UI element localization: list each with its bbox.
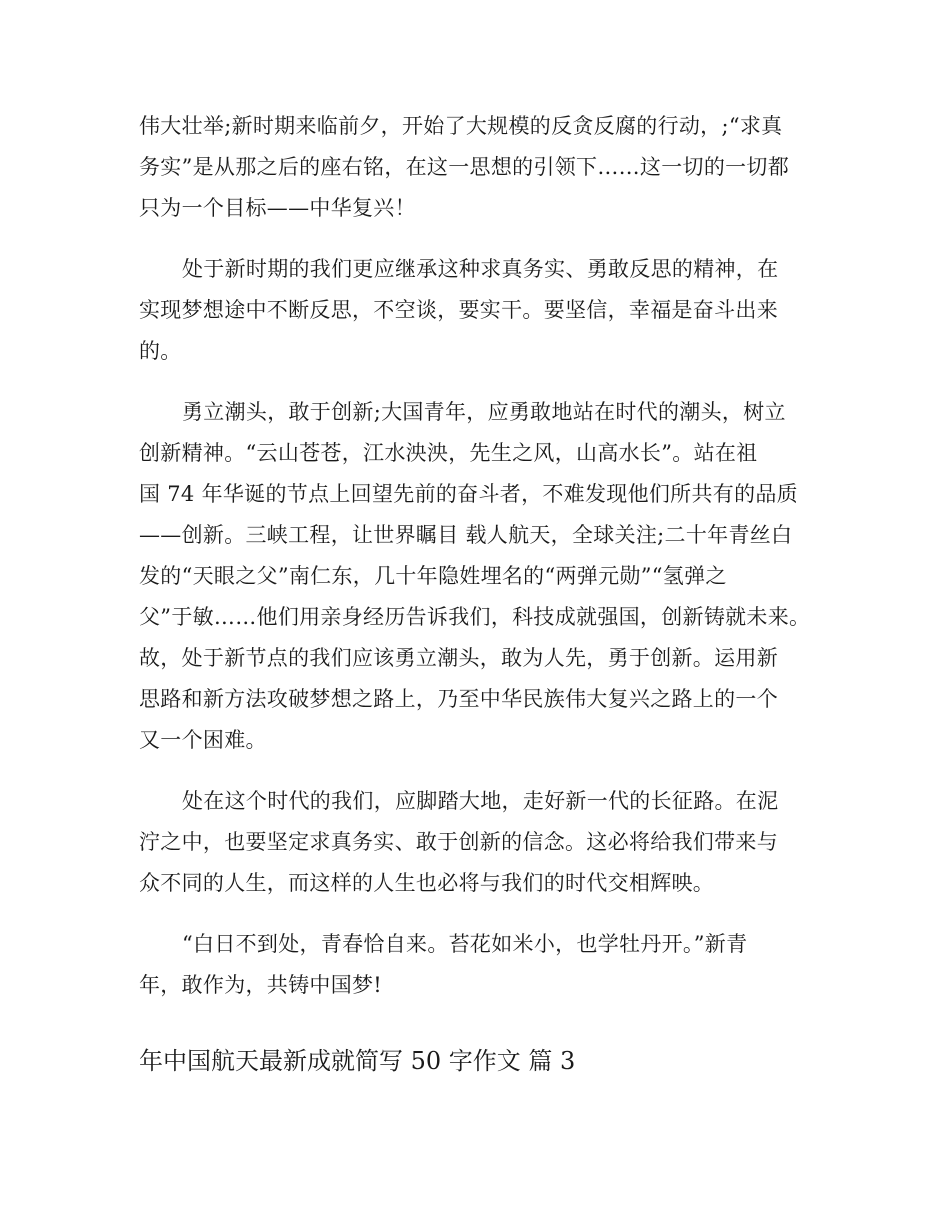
paragraph-3-line-8: 思路和新方法攻破梦想之路上，乃至中华民族伟大复兴之路上的一个 — [139, 687, 778, 711]
paragraph-2-line-2: 实现梦想途中不断反思，不空谈，要实干。要坚信，幸福是奋斗出来 — [139, 298, 778, 322]
paragraph-4-line-2: 泞之中，也要坚定求真务实、敢于创新的信念。这必将给我们带来与 — [139, 830, 778, 854]
paragraph-3-line-9: 又一个困难。 — [139, 728, 267, 752]
paragraph-5-line-2: 年，敢作为，共铸中国梦! — [139, 973, 383, 997]
paragraph-3-line-6: 父”于敏……他们用亲身经历告诉我们，科技成就强国，创新铸就未来。 — [139, 605, 811, 629]
paragraph-4-line-3: 众不同的人生，而这样的人生也必将与我们的时代交相辉映。 — [139, 871, 715, 895]
paragraph-1-line-1: 伟大壮举;新时期来临前夕，开始了大规模的反贪反腐的行动，;“求真 — [139, 114, 783, 138]
paragraph-3-line-4: ——创新。三峡工程，让世界瞩目 载人航天，全球关注;二十年青丝白 — [139, 523, 793, 547]
paragraph-5-line-1: “白日不到处，青春恰自来。苔花如米小，也学牡丹开。”新青 — [182, 932, 748, 956]
paragraph-3-line-1: 勇立潮头，敢于创新;大国青年，应勇敢地站在时代的潮头，树立 — [182, 400, 786, 424]
paragraph-2-line-1: 处于新时期的我们更应继承这种求真务实、勇敢反思的精神，在 — [182, 257, 779, 281]
paragraph-3-line-3: 国 74 年华诞的节点上回望先前的奋斗者，不难发现他们所共有的品质 — [139, 482, 798, 506]
paragraph-1-line-3: 只为一个目标——中华复兴！ — [139, 196, 416, 220]
paragraph-3-line-2: 创新精神。“云山苍苍，江水泱泱，先生之风，山高水长”。站在祖 — [139, 441, 758, 465]
paragraph-1-line-2: 务实”是从那之后的座右铭，在这一思想的引领下……这一切的一切都 — [139, 155, 790, 179]
paragraph-3-line-5: 发的“天眼之父”南仁东，几十年隐姓埋名的“两弹元勋”“氢弹之 — [139, 564, 727, 588]
paragraph-3-line-7: 故，处于新节点的我们应该勇立潮头，敢为人先，勇于创新。运用新 — [139, 646, 778, 670]
paragraph-2-line-3: 的。 — [139, 339, 182, 363]
paragraph-4-line-1: 处在这个时代的我们，应脚踏大地，走好新一代的长征路。在泥 — [182, 789, 779, 813]
section-heading: 年中国航天最新成就简写 50 字作文 篇 3 — [139, 1047, 576, 1075]
